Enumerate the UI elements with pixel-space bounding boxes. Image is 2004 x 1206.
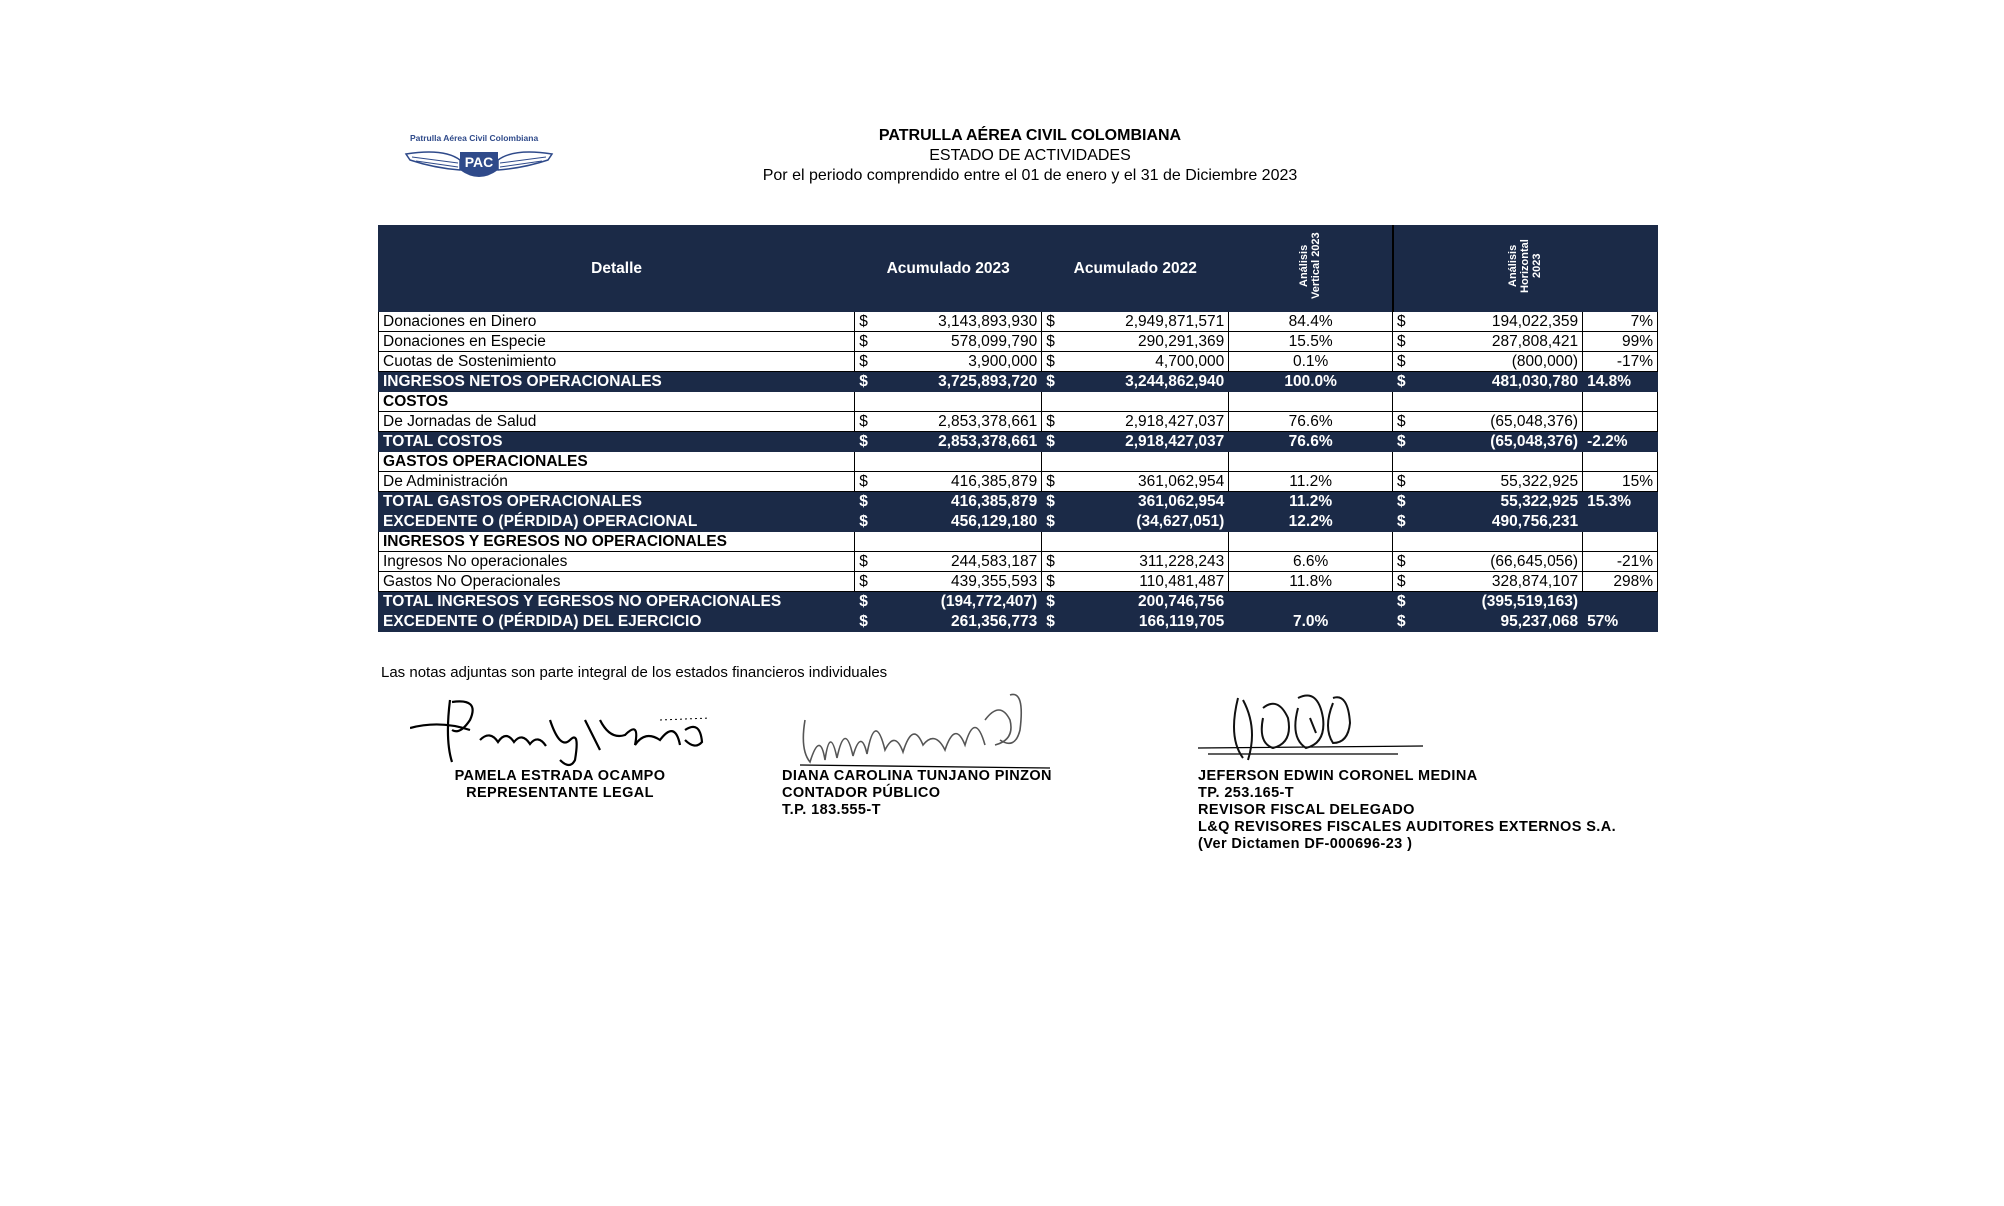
empty-cell <box>855 392 1042 412</box>
signature-block-accountant <box>782 768 1052 819</box>
currency-symbol: $ <box>1042 332 1064 352</box>
table-row <box>379 472 1658 492</box>
total-row <box>379 432 1658 452</box>
signer-report-reference: (Ver Dictamen DF-000696-23 ) <box>1198 836 1413 852</box>
horizontal-variation-percent: 7% <box>1583 312 1658 332</box>
row-label: TOTAL COSTOS <box>379 432 855 452</box>
currency-symbol: $ <box>1042 512 1064 532</box>
horizontal-variation-percent <box>1583 512 1658 532</box>
empty-cell <box>1042 532 1229 552</box>
empty-cell <box>1393 452 1583 472</box>
horizontal-variation-value: 95,237,068 <box>1415 612 1583 632</box>
total-row <box>379 372 1658 392</box>
empty-cell <box>1229 532 1393 552</box>
horizontal-variation-value: (65,048,376) <box>1415 412 1583 432</box>
empty-cell <box>1583 452 1658 472</box>
currency-symbol: $ <box>1393 512 1415 532</box>
currency-symbol: $ <box>855 572 877 592</box>
amount-2022: 290,291,369 <box>1064 332 1229 352</box>
row-label: COSTOS <box>379 392 855 412</box>
section-header-row <box>379 392 1658 412</box>
vertical-analysis-value: 100.0% <box>1229 372 1393 392</box>
currency-symbol: $ <box>855 492 877 512</box>
section-header-row <box>379 452 1658 472</box>
horizontal-variation-percent: 14.8% <box>1583 372 1658 392</box>
financial-notes-disclaimer: Las notas adjuntas son parte integral de los estados financieros individuales <box>381 664 888 681</box>
signature-accountant <box>795 690 1065 775</box>
row-label: Donaciones en Especie <box>379 332 855 352</box>
amount-2022: 361,062,954 <box>1064 492 1229 512</box>
table-row <box>379 412 1658 432</box>
report-title: ESTADO DE ACTIVIDADES <box>929 147 1131 164</box>
amount-2023: 456,129,180 <box>877 512 1042 532</box>
amount-2022: 361,062,954 <box>1064 472 1229 492</box>
vertical-analysis-value: 12.2% <box>1229 512 1393 532</box>
amount-2023: 3,725,893,720 <box>877 372 1042 392</box>
currency-symbol: $ <box>1042 372 1064 392</box>
amount-2023: 439,355,593 <box>877 572 1042 592</box>
signature-block-fiscal-auditor <box>1198 768 1616 853</box>
currency-symbol: $ <box>1393 612 1415 632</box>
vertical-analysis-label: Análisis Vertical 2023 <box>1298 232 1323 300</box>
currency-symbol: $ <box>1393 592 1415 612</box>
amount-2022: 3,244,862,940 <box>1064 372 1229 392</box>
vertical-analysis-value: 6.6% <box>1229 552 1393 572</box>
horizontal-variation-value: (65,048,376) <box>1415 432 1583 452</box>
amount-2022: 311,228,243 <box>1064 552 1229 572</box>
currency-symbol: $ <box>855 412 877 432</box>
row-label: GASTOS OPERACIONALES <box>379 452 855 472</box>
amount-2022: 200,746,756 <box>1064 592 1229 612</box>
vertical-analysis-value: 76.6% <box>1229 432 1393 452</box>
currency-symbol: $ <box>1393 492 1415 512</box>
col-header-acum-2022: Acumulado 2022 <box>1042 226 1229 312</box>
row-label: Donaciones en Dinero <box>379 312 855 332</box>
empty-cell <box>1583 532 1658 552</box>
currency-symbol: $ <box>1042 492 1064 512</box>
vertical-analysis-value: 11.8% <box>1229 572 1393 592</box>
amount-2022: 110,481,487 <box>1064 572 1229 592</box>
total-row <box>379 512 1658 532</box>
report-header <box>700 126 1360 186</box>
section-header-row <box>379 532 1658 552</box>
amount-2023: 3,143,893,930 <box>877 312 1042 332</box>
row-label: De Jornadas de Salud <box>379 412 855 432</box>
row-label: Ingresos No operacionales <box>379 552 855 572</box>
currency-symbol: $ <box>1393 352 1415 372</box>
vertical-analysis-value: 76.6% <box>1229 412 1393 432</box>
horizontal-variation-percent: 57% <box>1583 612 1658 632</box>
signer-license: T.P. 183.555-T <box>782 802 881 818</box>
signature-fiscal-auditor <box>1198 688 1438 773</box>
amount-2023: 244,583,187 <box>877 552 1042 572</box>
col-header-vertical <box>1229 226 1393 312</box>
horizontal-variation-percent: -2.2% <box>1583 432 1658 452</box>
currency-symbol: $ <box>1042 412 1064 432</box>
currency-symbol: $ <box>1393 432 1415 452</box>
currency-symbol: $ <box>1042 552 1064 572</box>
amount-2023: 416,385,879 <box>877 472 1042 492</box>
empty-cell <box>1393 532 1583 552</box>
currency-symbol: $ <box>1042 472 1064 492</box>
currency-symbol: $ <box>1042 592 1064 612</box>
horizontal-variation-percent: 298% <box>1583 572 1658 592</box>
currency-symbol: $ <box>1393 472 1415 492</box>
currency-symbol: $ <box>855 312 877 332</box>
total-row <box>379 492 1658 512</box>
currency-symbol: $ <box>1042 352 1064 372</box>
currency-symbol: $ <box>855 372 877 392</box>
report-period: Por el periodo comprendido entre el 01 de enero y el 31 de Diciembre 2023 <box>762 167 1298 184</box>
horizontal-variation-value: (800,000) <box>1415 352 1583 372</box>
financial-statement-table <box>378 225 1658 632</box>
empty-cell <box>1229 392 1393 412</box>
table-row <box>379 352 1658 372</box>
currency-symbol: $ <box>855 592 877 612</box>
table-row <box>379 312 1658 332</box>
currency-symbol: $ <box>1393 572 1415 592</box>
logo-text: Patrulla Aérea Civil Colombiana <box>410 133 539 143</box>
col-header-detalle: Detalle <box>379 226 855 312</box>
row-label: Cuotas de Sostenimiento <box>379 352 855 372</box>
currency-symbol: $ <box>855 352 877 372</box>
vertical-analysis-value: 11.2% <box>1229 472 1393 492</box>
col-header-acum-2023: Acumulado 2023 <box>855 226 1042 312</box>
empty-cell <box>855 452 1042 472</box>
currency-symbol: $ <box>1393 412 1415 432</box>
amount-2023: 416,385,879 <box>877 492 1042 512</box>
currency-symbol: $ <box>1393 372 1415 392</box>
amount-2023: 3,900,000 <box>877 352 1042 372</box>
row-label: Gastos No Operacionales <box>379 572 855 592</box>
row-label: EXCEDENTE O (PÉRDIDA) OPERACIONAL <box>379 512 855 532</box>
horizontal-variation-percent: -21% <box>1583 552 1658 572</box>
amount-2023: 2,853,378,661 <box>877 412 1042 432</box>
horizontal-variation-value: 481,030,780 <box>1415 372 1583 392</box>
total-row <box>379 592 1658 612</box>
signer-firm: L&Q REVISORES FISCALES AUDITORES EXTERNOS S.A. <box>1198 819 1617 835</box>
currency-symbol: $ <box>855 472 877 492</box>
amount-2022: 4,700,000 <box>1064 352 1229 372</box>
horizontal-variation-percent: 99% <box>1583 332 1658 352</box>
row-label: De Administración <box>379 472 855 492</box>
currency-symbol: $ <box>855 612 877 632</box>
amount-2023: 2,853,378,661 <box>877 432 1042 452</box>
horizontal-variation-value: 55,322,925 <box>1415 472 1583 492</box>
horizontal-analysis-label: Análisis Horizontal 2023 <box>1507 239 1544 293</box>
logo-badge: PAC <box>464 154 494 170</box>
horizontal-variation-value: 194,022,359 <box>1415 312 1583 332</box>
empty-cell <box>1229 452 1393 472</box>
currency-symbol: $ <box>855 332 877 352</box>
amount-2023: 261,356,773 <box>877 612 1042 632</box>
empty-cell <box>1393 392 1583 412</box>
empty-cell <box>1583 392 1658 412</box>
currency-symbol: $ <box>855 432 877 452</box>
col-header-horizontal <box>1393 226 1658 312</box>
vertical-analysis-value <box>1229 592 1393 612</box>
horizontal-variation-percent <box>1583 412 1658 432</box>
currency-symbol: $ <box>1042 612 1064 632</box>
empty-cell <box>855 532 1042 552</box>
currency-symbol: $ <box>855 552 877 572</box>
organization-name: PATRULLA AÉREA CIVIL COLOMBIANA <box>878 127 1182 144</box>
horizontal-variation-value: (395,519,163) <box>1415 592 1583 612</box>
currency-symbol: $ <box>855 512 877 532</box>
amount-2023: 578,099,790 <box>877 332 1042 352</box>
amount-2022: 166,119,705 <box>1064 612 1229 632</box>
row-label: INGRESOS Y EGRESOS NO OPERACIONALES <box>379 532 855 552</box>
vertical-analysis-value: 15.5% <box>1229 332 1393 352</box>
signer-role: REPRESENTANTE LEGAL <box>466 785 654 801</box>
signer-name: DIANA CAROLINA TUNJANO PINZON <box>782 768 1052 784</box>
horizontal-variation-percent <box>1583 592 1658 612</box>
signature-block-legal-representative <box>440 768 680 802</box>
row-label: EXCEDENTE O (PÉRDIDA) DEL EJERCICIO <box>379 612 855 632</box>
amount-2022: 2,918,427,037 <box>1064 432 1229 452</box>
total-row <box>379 612 1658 632</box>
horizontal-variation-value: (66,645,056) <box>1415 552 1583 572</box>
signer-role: REVISOR FISCAL DELEGADO <box>1198 802 1415 818</box>
vertical-analysis-value: 7.0% <box>1229 612 1393 632</box>
empty-cell <box>1042 452 1229 472</box>
row-label: INGRESOS NETOS OPERACIONALES <box>379 372 855 392</box>
horizontal-variation-value: 490,756,231 <box>1415 512 1583 532</box>
table-row <box>379 572 1658 592</box>
table-row <box>379 332 1658 352</box>
amount-2022: (34,627,051) <box>1064 512 1229 532</box>
currency-symbol: $ <box>1042 432 1064 452</box>
vertical-analysis-value: 11.2% <box>1229 492 1393 512</box>
table-header-row <box>379 226 1658 312</box>
row-label: TOTAL GASTOS OPERACIONALES <box>379 492 855 512</box>
table-row <box>379 552 1658 572</box>
empty-cell <box>1042 392 1229 412</box>
row-label: TOTAL INGRESOS Y EGRESOS NO OPERACIONALES <box>379 592 855 612</box>
currency-symbol: $ <box>1393 332 1415 352</box>
vertical-analysis-value: 0.1% <box>1229 352 1393 372</box>
horizontal-variation-value: 328,874,107 <box>1415 572 1583 592</box>
signer-name: JEFERSON EDWIN CORONEL MEDINA <box>1198 768 1478 784</box>
horizontal-variation-percent: 15% <box>1583 472 1658 492</box>
horizontal-variation-value: 55,322,925 <box>1415 492 1583 512</box>
amount-2023: (194,772,407) <box>877 592 1042 612</box>
horizontal-variation-percent: 15.3% <box>1583 492 1658 512</box>
horizontal-variation-percent: -17% <box>1583 352 1658 372</box>
signer-name: PAMELA ESTRADA OCAMPO <box>454 768 666 784</box>
currency-symbol: $ <box>1042 572 1064 592</box>
signer-role: CONTADOR PÚBLICO <box>782 785 941 801</box>
currency-symbol: $ <box>1393 552 1415 572</box>
currency-symbol: $ <box>1042 312 1064 332</box>
horizontal-variation-value: 287,808,421 <box>1415 332 1583 352</box>
organization-logo <box>404 130 554 188</box>
amount-2022: 2,949,871,571 <box>1064 312 1229 332</box>
amount-2022: 2,918,427,037 <box>1064 412 1229 432</box>
currency-symbol: $ <box>1393 312 1415 332</box>
signature-legal-representative <box>410 690 720 775</box>
signer-license: TP. 253.165-T <box>1198 785 1295 801</box>
vertical-analysis-value: 84.4% <box>1229 312 1393 332</box>
